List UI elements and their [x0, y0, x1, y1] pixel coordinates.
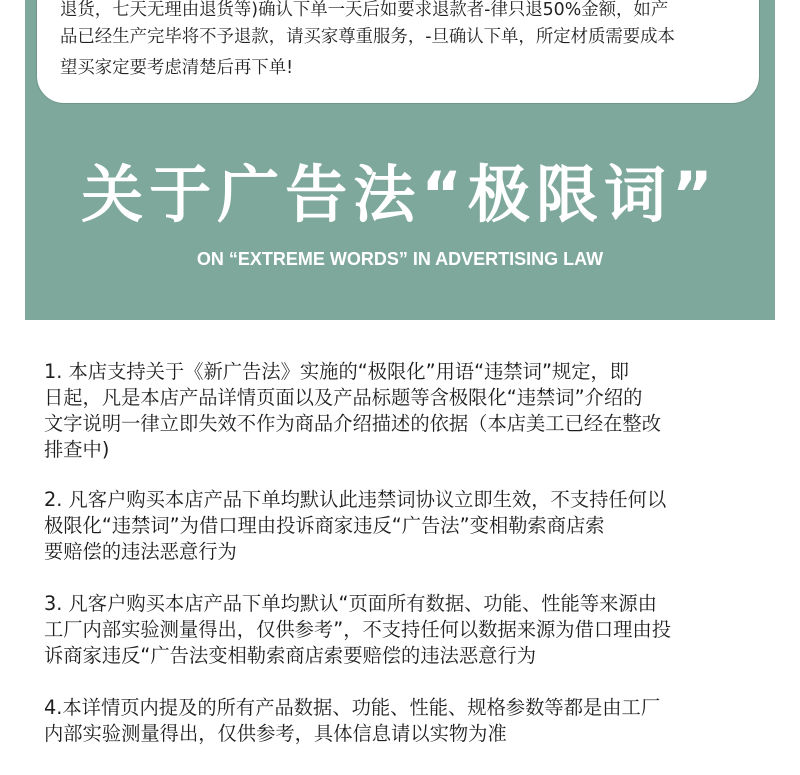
hero-title: 关于广告法“极限词” — [81, 158, 719, 231]
clause-line: 4.本详情页内提及的所有产品数据、功能、性能、规格参数等都是由工厂 — [44, 696, 661, 719]
return-policy-line-1: 退货，七天无理由退货等)确认下单一天后如要求退款者-律只退50%金额，如产 — [60, 0, 669, 20]
clause-line: 1. 本店支持关于《新广告法》实施的“极限化”用语“违禁词”规定，即 — [44, 360, 630, 383]
clause-line: 工厂内部实验测量得出，仅供参考”，不支持任何以数据来源为借口理由投 — [44, 618, 671, 641]
clause-line: 日起，凡是本店产品详情页面以及产品标题等含极限化“违禁词”介绍的 — [44, 386, 643, 409]
hero-banner — [25, 122, 775, 320]
return-policy-line-3: 望买家定要考虑清楚后再下单! — [60, 58, 294, 78]
clause-line: 诉商家违反“广告法变相勒索商店索要赔偿的违法恶意行为 — [44, 644, 537, 667]
clause-line: 2. 凡客户购买本店产品下单均默认此违禁词协议立即生效，不支持任何以 — [44, 488, 667, 511]
hero-subtitle: ON “EXTREME WORDS” IN ADVERTISING LAW — [196, 249, 604, 269]
clause-line: 要赔偿的违法恶意行为 — [44, 540, 237, 563]
return-policy-line-2: 品已经生产完毕将不予退款，请买家尊重服务，-旦确认下单，所定材质需要成本 — [60, 27, 675, 47]
clause-line: 排查中) — [44, 438, 110, 461]
clause-line: 文字说明一律立即失效不作为商品介绍描述的依据（本店美工已经在整改 — [44, 412, 661, 435]
clause-line: 内部实验测量得出，仅供参考，具体信息请以实物为准 — [44, 722, 507, 745]
clause-line: 极限化“违禁词”为借口理由投诉商家违反“广告法”变相勒索商店索 — [44, 514, 605, 537]
clause-line: 3. 凡客户购买本店产品下单均默认“页面所有数据、功能、性能等来源由 — [44, 592, 657, 615]
